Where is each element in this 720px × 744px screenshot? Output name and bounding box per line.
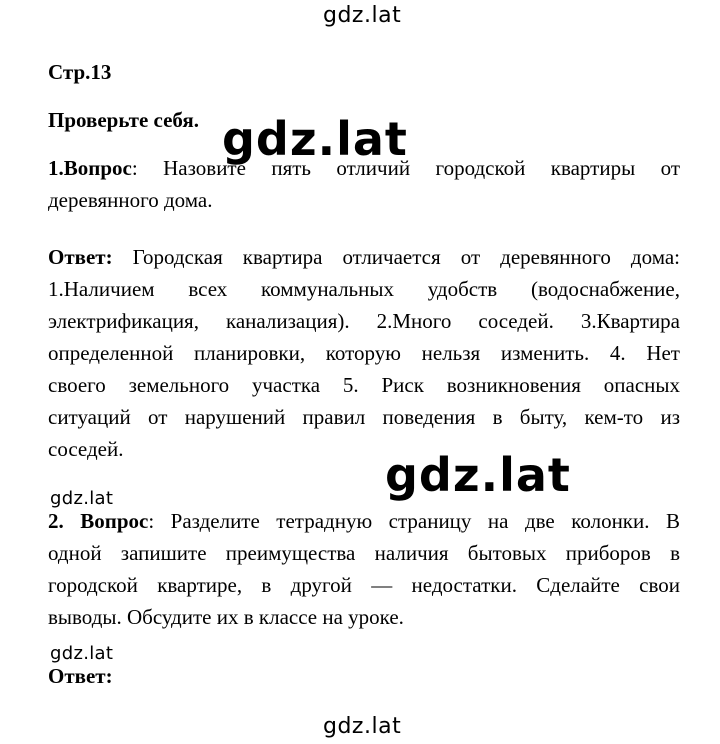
watermark-top: gdz.lat bbox=[323, 3, 402, 28]
question-2-line: одной запишите преимущества наличия бытовых приборов в bbox=[48, 541, 680, 565]
watermark-large: gdz.lat bbox=[222, 112, 408, 166]
question-1-label: 1.Вопрос bbox=[48, 156, 132, 180]
answer-1-line: ситуаций от нарушений правил поведения в быту, кем-то из bbox=[48, 405, 680, 429]
watermark-large: gdz.lat bbox=[385, 448, 571, 502]
question-1-line: деревянного дома. bbox=[48, 188, 213, 212]
question-2-line bbox=[48, 505, 680, 537]
page-title: Стр.13 bbox=[48, 60, 112, 84]
question-2-text: : Разделите тетрадную страницу на две колонки. В bbox=[148, 509, 680, 533]
answer-1-line: 1.Наличием всех коммунальных удобств (водоснабжение, bbox=[48, 277, 680, 301]
answer-2-label: Ответ: bbox=[48, 664, 113, 688]
question-1-text: : Назовите пять отличий городской квартиры от bbox=[131, 156, 680, 180]
question-2 bbox=[48, 505, 680, 633]
section-heading: Проверьте себя. bbox=[48, 108, 200, 132]
question-1-line bbox=[48, 152, 680, 184]
question-2-line: выводы. Обсудите их в классе на уроке. bbox=[48, 605, 404, 629]
question-1 bbox=[48, 152, 680, 216]
answer-1-line: своего земельного участка 5. Риск возникновения опасных bbox=[48, 373, 680, 397]
question-2-line: городской квартире, в другой — недостатки. Сделайте свои bbox=[48, 573, 680, 597]
watermark-small: gdz.lat bbox=[50, 643, 114, 664]
answer-1-line: электрификация, канализация). 2.Много соседей. 3.Квартира bbox=[48, 309, 680, 333]
watermark-bottom: gdz.lat bbox=[323, 714, 402, 739]
answer-1-label: Ответ: bbox=[48, 245, 113, 269]
answer-1 bbox=[48, 241, 680, 465]
question-2-label: 2. Вопрос bbox=[48, 509, 149, 533]
watermark-small: gdz.lat bbox=[50, 488, 114, 509]
answer-1-line: определенной планировки, которую нельзя изменить. 4. Нет bbox=[48, 341, 680, 365]
answer-1-line bbox=[48, 241, 680, 273]
answer-1-line: соседей. bbox=[48, 437, 124, 461]
answer-1-text: Городская квартира отличается от деревянного дома: bbox=[112, 245, 680, 269]
